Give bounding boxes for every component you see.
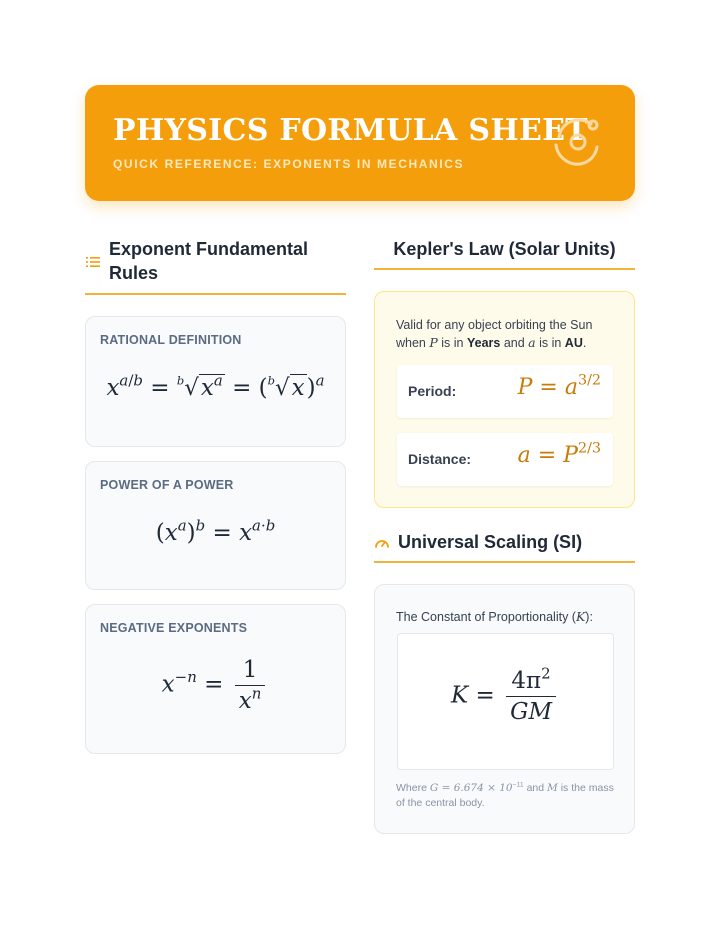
page-title: PHYSICS FORMULA SHEET <box>113 113 588 148</box>
formula-period: $P = a^{3/2}$ <box>517 372 601 400</box>
formula-power-of-power: $(x^a)^b = x^{a\cdot b}$ <box>155 516 276 546</box>
period-label: Period: <box>408 383 457 399</box>
rule-card-power <box>85 461 346 590</box>
kepler-card <box>374 291 635 508</box>
kepler-description: Valid for any object orbiting the Sun when P is in Years and a is in AU. <box>396 318 593 350</box>
atom-orbit-icon <box>551 115 605 169</box>
kepler-section-heading <box>374 237 635 270</box>
left-section-title: Exponent Fundamental Rules <box>109 239 309 283</box>
kepler-period-row <box>397 365 613 418</box>
rule-label: POWER OF A POWER <box>100 478 234 492</box>
gauge-icon <box>374 535 390 551</box>
left-section-heading <box>85 237 346 295</box>
rule-label: NEGATIVE EXPONENTS <box>100 621 248 635</box>
formula-negative-exponent: $x^{-n}$ = $\frac{1}{x^n}$ <box>86 657 345 714</box>
kepler-distance-row <box>397 433 613 486</box>
scaling-card <box>374 584 635 834</box>
scaling-description: The Constant of Proportionality (K): <box>396 609 593 624</box>
formula-constant-k: K = $\frac{4\pi^2}{GM}$ <box>398 668 613 725</box>
formula-distance: $a = P^{2/3}$ <box>517 440 601 468</box>
rule-card-rational <box>85 316 346 447</box>
constant-formula-box <box>397 633 614 770</box>
list-icon <box>85 254 101 270</box>
rule-card-negative <box>85 604 346 754</box>
distance-label: Distance: <box>408 451 472 467</box>
formula-rational: $x^{a/b} = ^b√x^a = (^b√x)^a$ <box>106 371 325 401</box>
scaling-section-title: Universal Scaling (SI) <box>398 532 583 552</box>
scaling-note: Where $G = 6.674 \times 10^{-11}$ and M is the mass of the central body. <box>396 781 614 809</box>
kepler-section-title: Kepler's Law (Solar Units) <box>393 239 616 259</box>
scaling-section-heading <box>374 530 635 563</box>
header-banner <box>85 85 635 201</box>
rule-label: RATIONAL DEFINITION <box>100 333 242 347</box>
page-subtitle: QUICK REFERENCE: EXPONENTS IN MECHANICS <box>113 157 465 171</box>
